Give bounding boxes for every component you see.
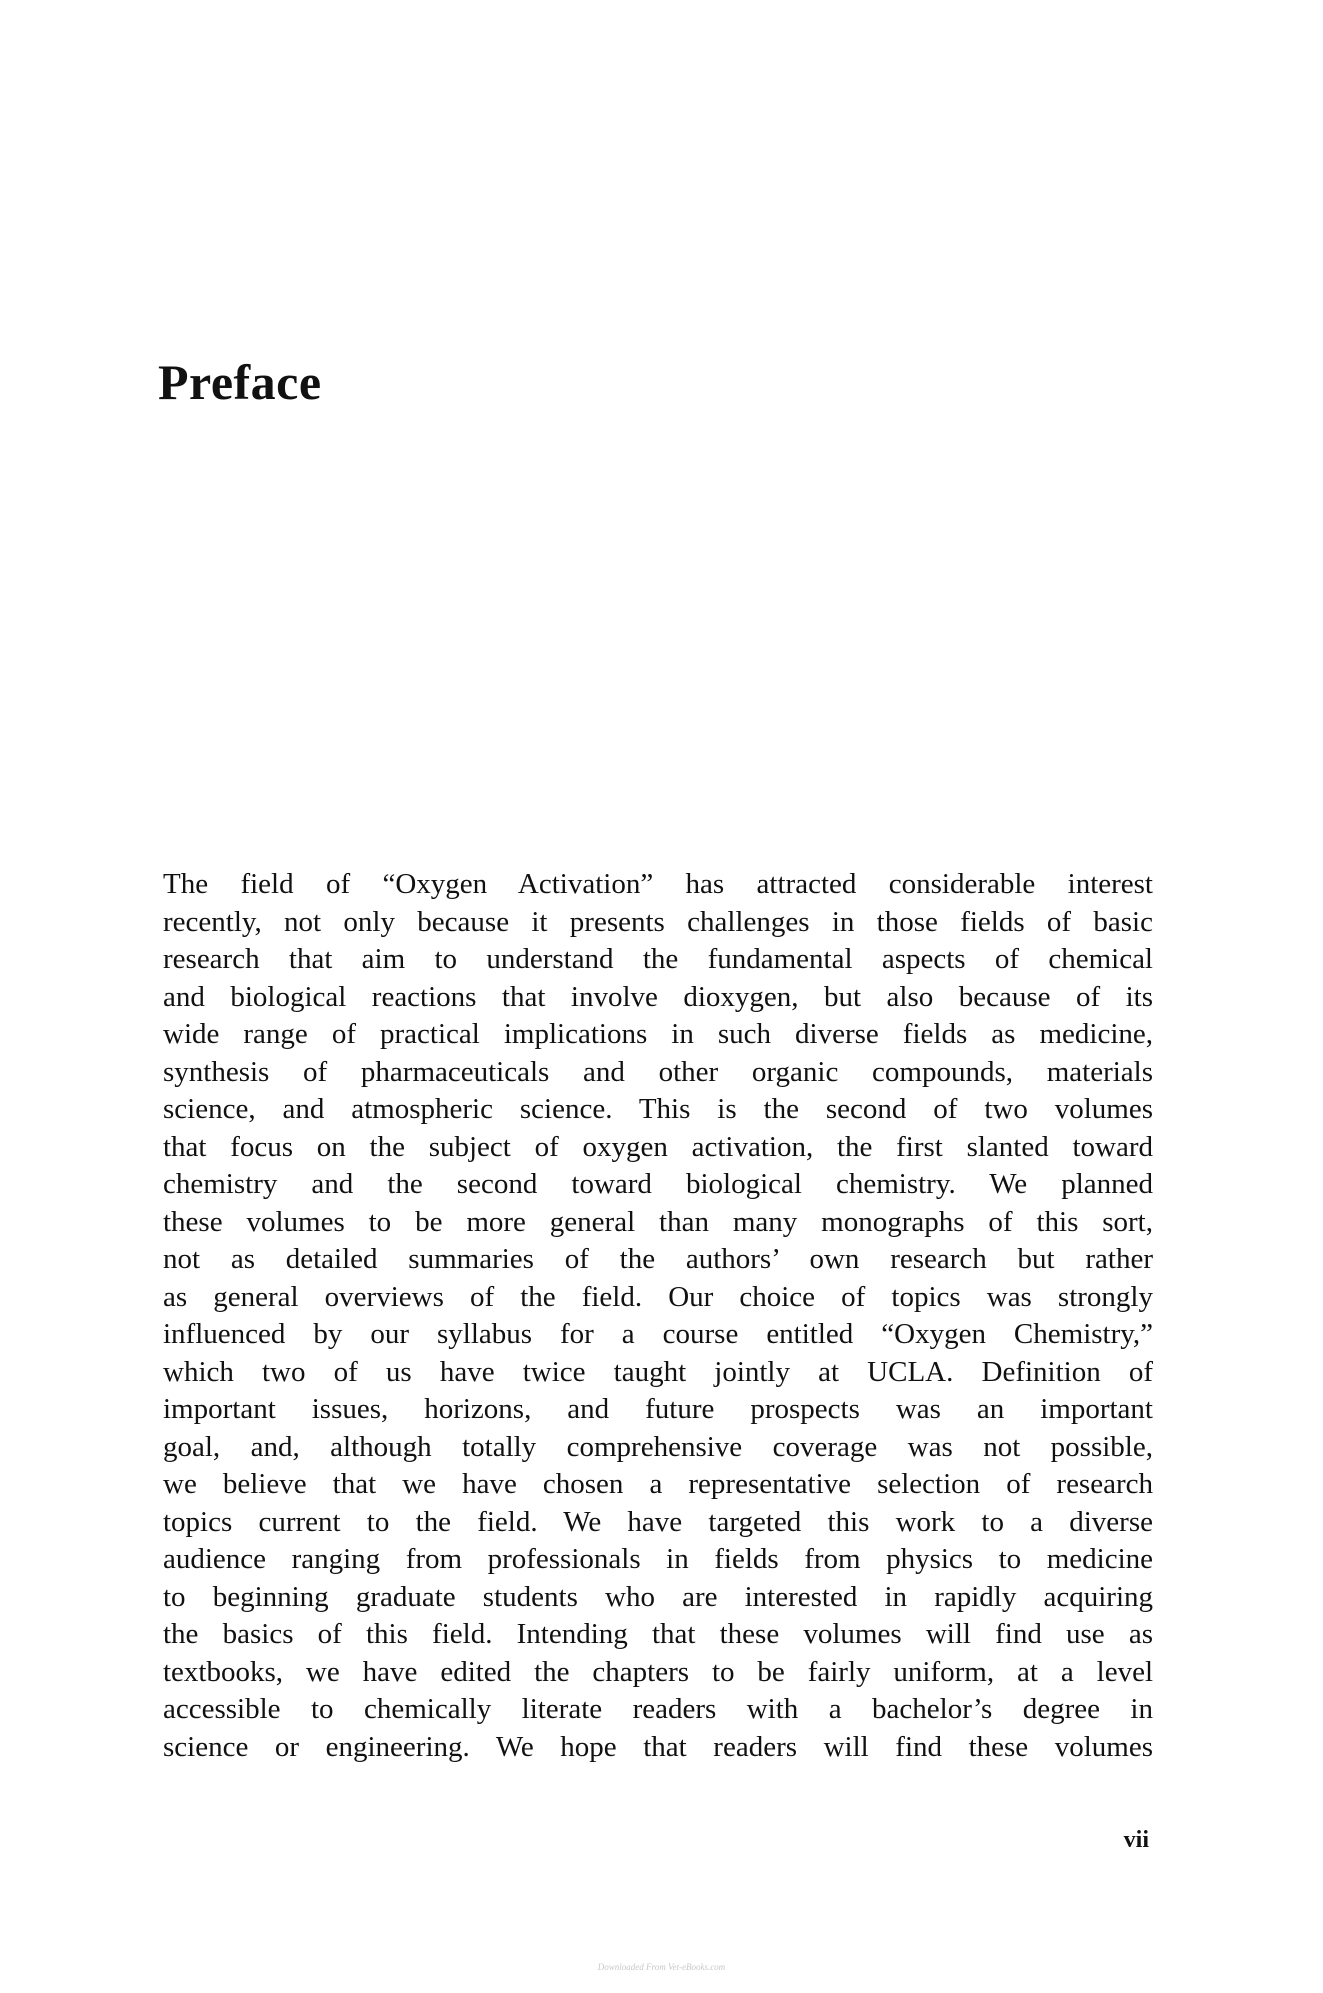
body-line: audience ranging from professionals in fields from physics to medicine bbox=[163, 1543, 1153, 1575]
body-line: not as detailed summaries of the authors’ own research but rather bbox=[163, 1243, 1153, 1275]
body-line: chemistry and the second toward biological chemistry. We planned bbox=[163, 1168, 1153, 1200]
body-line: textbooks, we have edited the chapters to be fairly uniform, at a level bbox=[163, 1655, 1153, 1688]
body-line: these volumes to be more general than many monographs of this sort, bbox=[163, 1205, 1153, 1238]
body-line: and biological reactions that involve dioxygen, but also because of its bbox=[163, 980, 1153, 1013]
body-line: we believe that we have chosen a representative selection of research bbox=[163, 1468, 1153, 1500]
body-line: as general overviews of the field. Our choice of topics was strongly bbox=[163, 1280, 1153, 1313]
body-line: research that aim to understand the fundamental aspects of chemical bbox=[163, 943, 1153, 975]
body-line: important issues, horizons, and future prospects was an important bbox=[163, 1393, 1153, 1425]
body-line: to beginning graduate students who are interested in rapidly acquiring bbox=[163, 1580, 1153, 1613]
page-heading: Preface bbox=[158, 354, 322, 410]
body-line: which two of us have twice taught jointly at UCLA. Definition of bbox=[163, 1355, 1153, 1388]
body-line: recently, not only because it presents challenges in those fields of basic bbox=[163, 905, 1153, 938]
page-number: vii bbox=[1123, 1827, 1149, 1853]
body-line: science or engineering. We hope that readers will find these volumes bbox=[163, 1730, 1153, 1763]
body-line: synthesis of pharmaceuticals and other organic compounds, materials bbox=[163, 1055, 1153, 1088]
body-line: that focus on the subject of oxygen activation, the first slanted toward bbox=[163, 1130, 1153, 1163]
body-line: accessible to chemically literate readers with a bachelor’s degree in bbox=[163, 1693, 1153, 1725]
body-line: The field of “Oxygen Activation” has attracted considerable interest bbox=[163, 868, 1153, 900]
body-line: science, and atmospheric science. This is the second of two volumes bbox=[163, 1093, 1153, 1125]
preface-body bbox=[163, 866, 1153, 1766]
body-line: influenced by our syllabus for a course entitled “Oxygen Chemistry,” bbox=[163, 1318, 1153, 1350]
body-line: the basics of this field. Intending that these volumes will find use as bbox=[163, 1618, 1153, 1650]
body-line: topics current to the field. We have targeted this work to a diverse bbox=[163, 1505, 1153, 1538]
body-line: wide range of practical implications in such diverse fields as medicine, bbox=[163, 1018, 1153, 1050]
body-line: goal, and, although totally comprehensive coverage was not possible, bbox=[163, 1430, 1153, 1463]
download-watermark: Downloaded From Vet-eBooks.com bbox=[597, 1962, 726, 1972]
